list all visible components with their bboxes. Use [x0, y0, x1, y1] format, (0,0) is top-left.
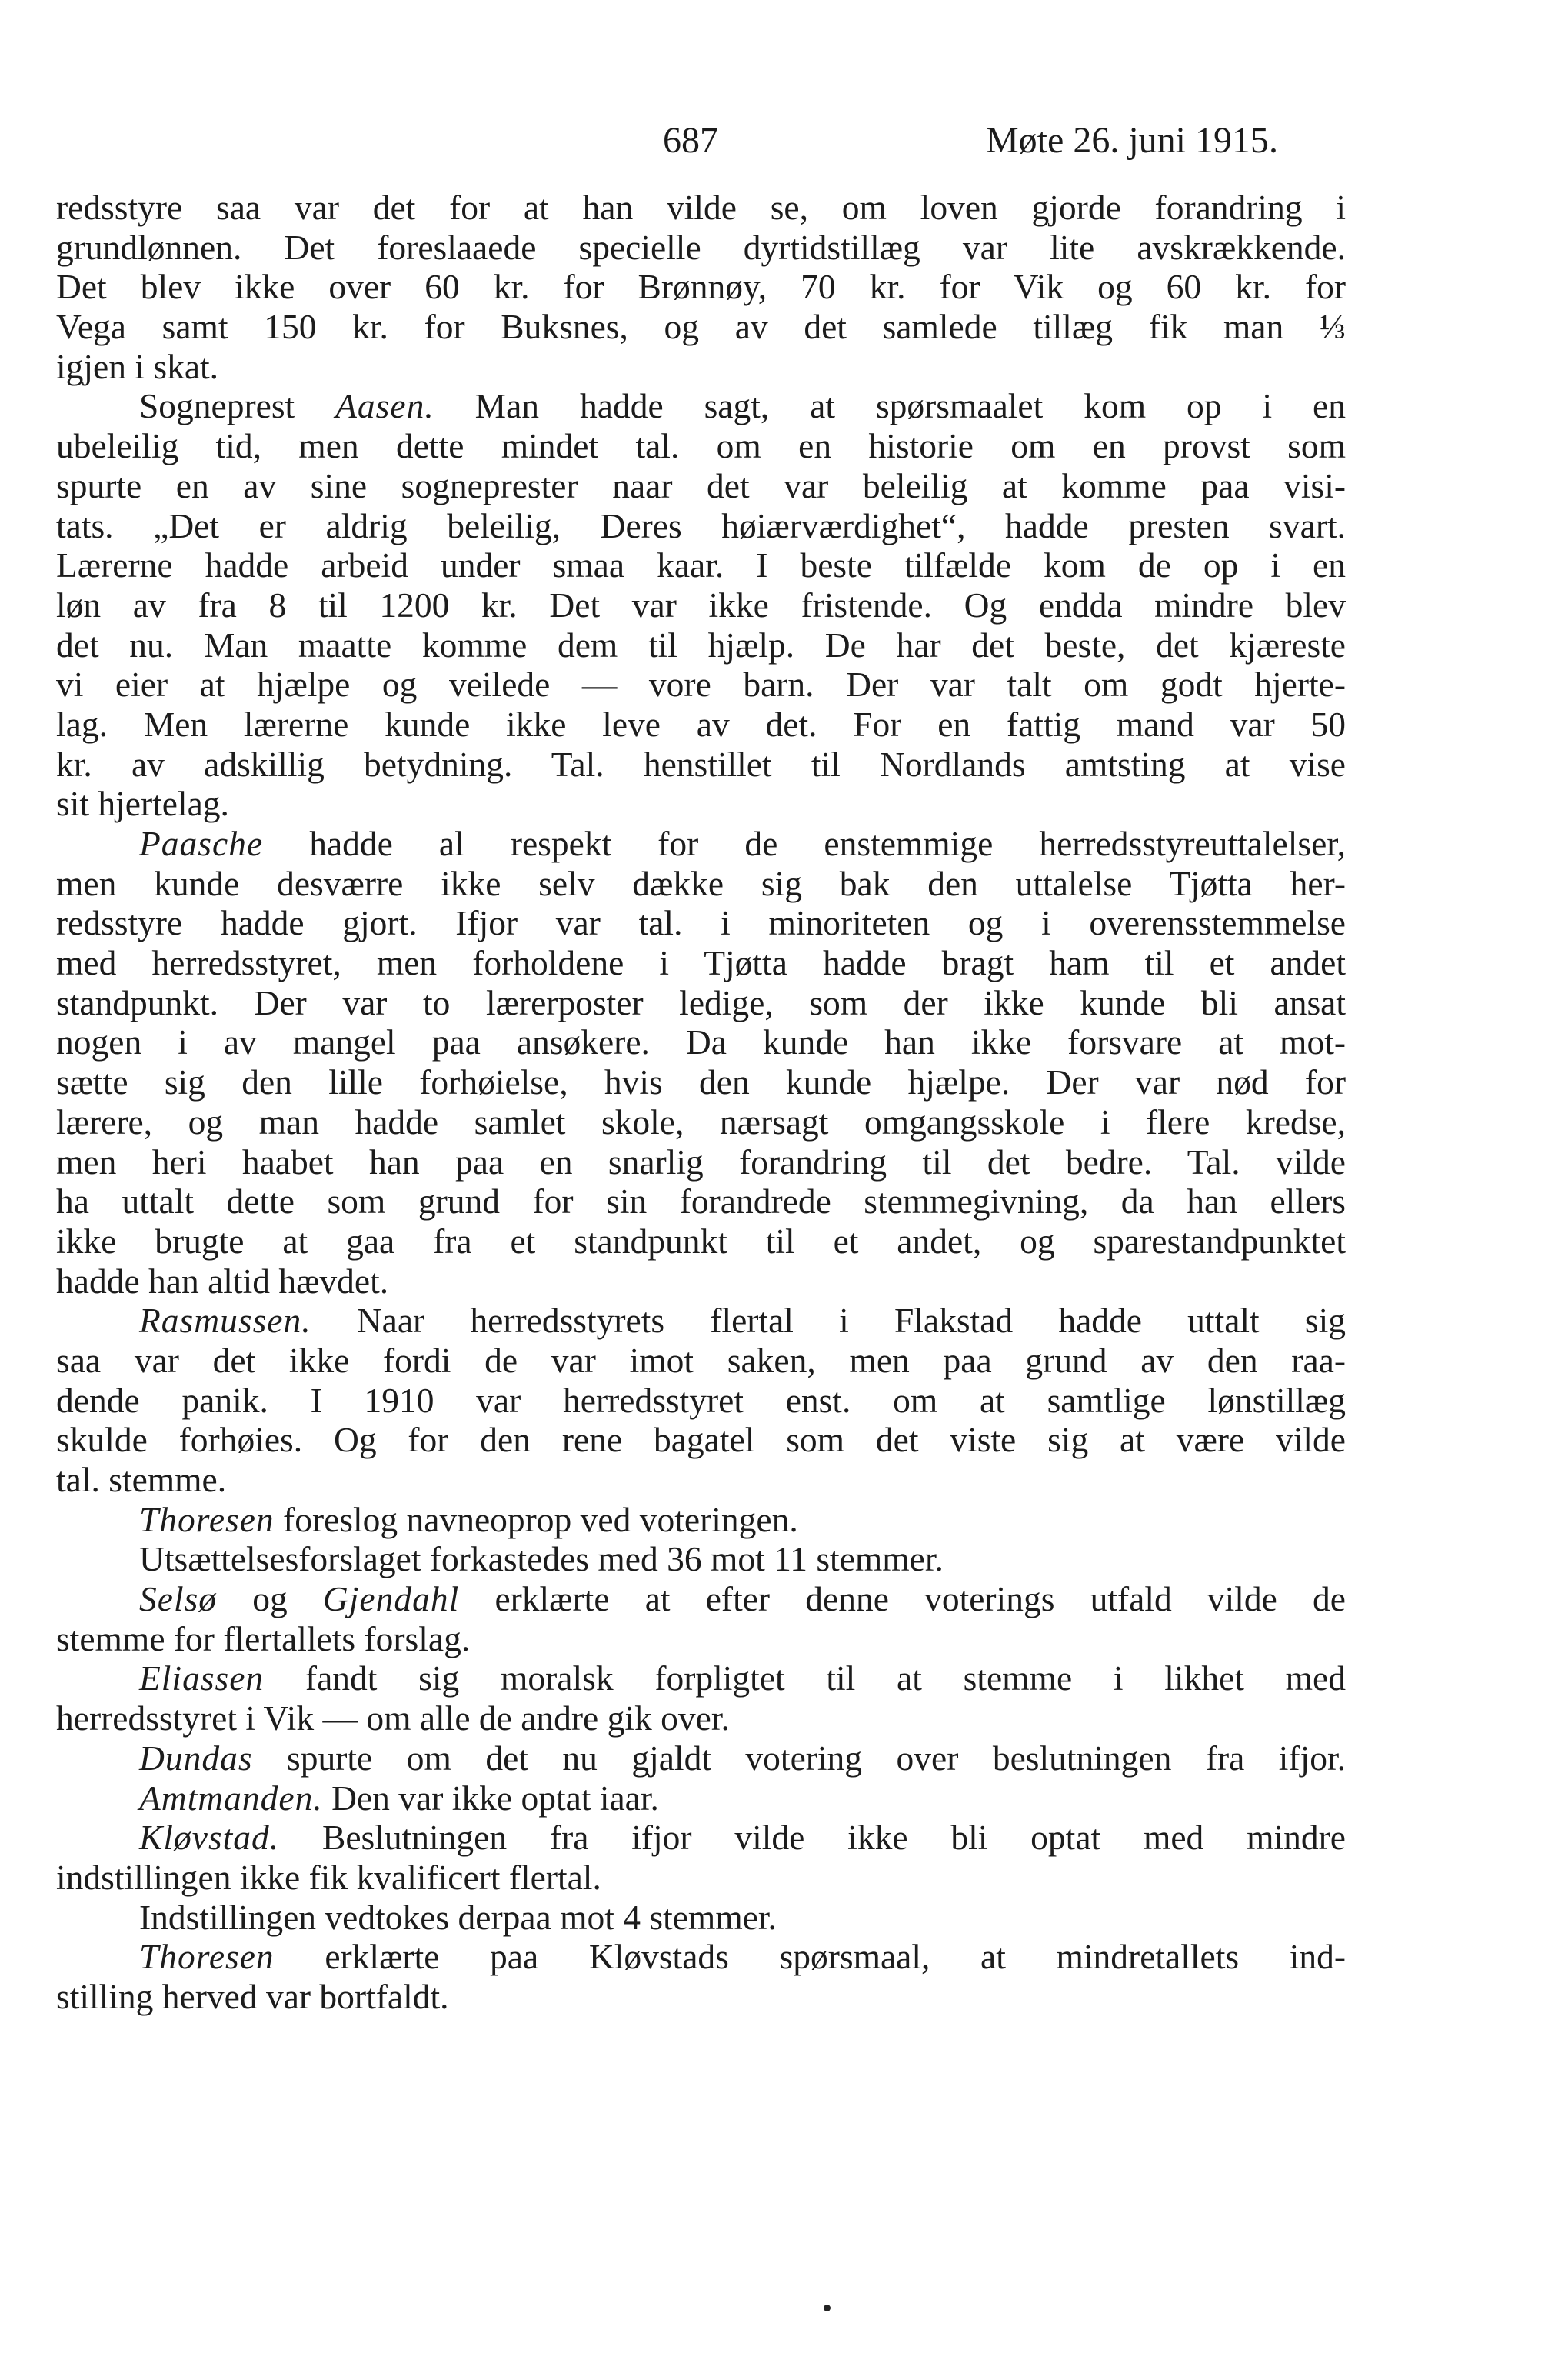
text-line	[56, 1381, 1346, 1421]
line-text: lærere, og man hadde samlet skole, nærsagt omgangsskole i flere kredse,	[56, 1102, 1346, 1142]
text-line	[56, 665, 1346, 705]
line-text: Man hadde sagt, at spørsmaalet kom op i en	[434, 386, 1346, 426]
line-text: løn av fra 8 til 1200 kr. Det var ikke fristende. Og endda mindre blev	[56, 585, 1346, 625]
text-line	[56, 903, 1346, 943]
line-text: tal. stemme.	[56, 1460, 227, 1499]
text-line	[56, 267, 1346, 307]
line-text: fandt sig moralsk forpligtet til at stemme i likhet med	[264, 1658, 1346, 1698]
line-text: det nu. Man maatte komme dem til hjælp. De har det beste, det kjæreste	[56, 625, 1346, 665]
text-line	[56, 1778, 1346, 1818]
body-text	[56, 188, 1346, 2017]
line-text: men kunde desværre ikke selv dække sig bak den uttalelse Tjøtta her-	[56, 863, 1346, 903]
speaker-name: Paasche	[139, 824, 264, 863]
line-text: hadde al respekt for de enstemmige herredsstyreuttalelser,	[263, 824, 1346, 863]
line-text: indstillingen ikke fik kvalificert flertal.	[56, 1857, 601, 1897]
speaker-name: Thoresen	[139, 1937, 275, 1977]
text-line	[56, 347, 1346, 387]
text-line	[56, 585, 1346, 625]
text-line	[56, 228, 1346, 268]
text-line	[56, 386, 1346, 426]
text-line	[56, 1301, 1346, 1341]
running-head: Møte 26. juni 1915.	[986, 120, 1278, 161]
line-text: ikke brugte at gaa fra et standpunkt til et andet, og sparestandpunktet	[56, 1221, 1346, 1261]
text-line	[56, 1062, 1346, 1102]
speaker-name: Eliassen	[139, 1658, 265, 1698]
line-text: og	[217, 1579, 323, 1619]
line-text: Naar herredsstyrets flertal i Flakstad hadde uttalt sig	[311, 1301, 1346, 1341]
line-text: ubeleilig tid, men dette mindet tal. om en historie om en provst som	[56, 426, 1346, 466]
line-text: Utsættelsesforslaget forkastedes med 36 mot 11 stemmer.	[139, 1539, 944, 1579]
page-number: 687	[663, 120, 718, 161]
line-text: Sogneprest	[139, 386, 336, 426]
text-line	[56, 1261, 1346, 1301]
text-line	[56, 705, 1346, 745]
line-text: sit hjertelag.	[56, 784, 229, 824]
text-line	[56, 983, 1346, 1023]
line-text: Indstillingen vedtokes derpaa mot 4 stemmer.	[139, 1897, 777, 1937]
text-line	[56, 1579, 1346, 1619]
line-text: standpunkt. Der var to lærerposter ledige, som der ikke kunde bli ansat	[56, 982, 1346, 1022]
line-text: redsstyre hadde gjort. Ifjor var tal. i minoriteten og i overensstemmelse	[56, 903, 1346, 943]
line-text: erklærte paa Kløvstads spørsmaal, at mindretallets ind-	[274, 1937, 1346, 1977]
line-text: skulde forhøies. Og for den rene bagatel som det viste sig at være vilde	[56, 1420, 1346, 1460]
text-line	[56, 506, 1346, 546]
text-line	[56, 784, 1346, 824]
text-line	[56, 545, 1346, 585]
text-line	[56, 1698, 1346, 1738]
line-text: saa var det ikke fordi de var imot saken, men paa grund av den raa-	[56, 1340, 1346, 1380]
text-line	[56, 1420, 1346, 1460]
text-line	[56, 1221, 1346, 1261]
page-header	[0, 114, 1568, 168]
text-line	[56, 745, 1346, 785]
line-text: spurte om det nu gjaldt votering over beslutningen fra ifjor.	[252, 1738, 1346, 1778]
line-text: lag. Men lærerne kunde ikke leve av det. For en fattig mand var 50	[56, 704, 1346, 744]
text-line	[56, 1341, 1346, 1381]
line-text: grundlønnen. Det foreslaaede specielle dyrtidstillæg var lite avskrækkende.	[56, 227, 1346, 267]
text-line	[56, 943, 1346, 983]
line-text: stilling herved var bortfaldt.	[56, 1976, 449, 2016]
line-text: Beslutningen fra ifjor vilde ikke bli optat med mindre	[279, 1818, 1346, 1858]
text-line	[56, 426, 1346, 466]
line-text: ha uttalt dette som grund for sin forandrede stemmegivning, da han ellers	[56, 1182, 1346, 1221]
speaker-name: Dundas	[139, 1738, 253, 1778]
line-text: dende panik. I 1910 var herredsstyret enst. om at samtlige lønstillæg	[56, 1380, 1346, 1420]
line-text: hadde han altid hævdet.	[56, 1261, 389, 1301]
text-line	[56, 1858, 1346, 1898]
text-line	[56, 1022, 1346, 1062]
line-text: vi eier at hjælpe og veilede — vore barn. Der var talt om godt hjerte-	[56, 665, 1346, 705]
text-line	[56, 1539, 1346, 1579]
line-text: men heri haabet han paa en snarlig forandring til det bedre. Tal. vilde	[56, 1142, 1346, 1182]
text-line	[56, 864, 1346, 904]
text-line	[56, 1182, 1346, 1221]
text-line	[56, 1500, 1346, 1540]
speaker-name: Kløvstad.	[139, 1818, 280, 1858]
line-text: sætte sig den lille forhøielse, hvis den kunde hjælpe. Der var nød for	[56, 1062, 1346, 1102]
line-text: herredsstyret i Vik — om alle de andre gik over.	[56, 1698, 730, 1738]
line-text: kr. av adskillig betydning. Tal. henstillet til Nordlands amtsting at vise	[56, 744, 1346, 784]
line-text: spurte en av sine sogneprester naar det var beleilig at komme paa visi-	[56, 465, 1346, 505]
text-line	[56, 625, 1346, 665]
text-line	[56, 307, 1346, 347]
text-line	[56, 824, 1346, 864]
line-text: Lærerne hadde arbeid under smaa kaar. I beste tilfælde kom de op i en	[56, 545, 1346, 585]
speaker-name: Aasen.	[335, 386, 434, 426]
line-text: Den var ikke optat iaar.	[322, 1778, 659, 1818]
speaker-name: Rasmussen.	[139, 1301, 311, 1341]
line-text: foreslog navneoprop ved voteringen.	[274, 1499, 798, 1539]
text-line	[56, 1460, 1346, 1500]
text-line	[56, 1658, 1346, 1698]
ink-speck	[824, 2305, 831, 2311]
line-text: nogen i av mangel paa ansøkere. Da kunde han ikke forsvare at mot-	[56, 1022, 1346, 1062]
speaker-name: Selsø	[139, 1579, 218, 1619]
line-text: Det blev ikke over 60 kr. for Brønnøy, 70 kr. for Vik og 60 kr. for	[56, 267, 1346, 307]
text-line	[56, 1738, 1346, 1778]
line-text: tats. „Det er aldrig beleilig, Deres høiærværdighet“, hadde presten svart.	[56, 505, 1346, 545]
speaker-name: Amtmanden.	[139, 1778, 323, 1818]
text-line	[56, 1142, 1346, 1182]
text-line	[56, 1977, 1346, 2017]
text-line	[56, 1102, 1346, 1142]
speaker-name: Gjendahl	[322, 1579, 460, 1619]
text-line	[56, 1898, 1346, 1938]
text-line	[56, 1818, 1346, 1858]
text-line	[56, 1937, 1346, 1977]
speaker-name: Thoresen	[139, 1499, 275, 1539]
line-text: redsstyre saa var det for at han vilde se, om loven gjorde forandring i	[56, 188, 1346, 227]
line-text: erklærte at efter denne voterings utfald vilde de	[459, 1579, 1346, 1619]
text-line	[56, 466, 1346, 506]
line-text: igjen i skat.	[56, 346, 219, 386]
text-line	[56, 188, 1346, 228]
line-text: Vega samt 150 kr. for Buksnes, og av det samlede tillæg fik man ⅓	[56, 307, 1346, 347]
line-text: med herredsstyret, men forholdene i Tjøtta hadde bragt ham til et andet	[56, 943, 1346, 983]
line-text: stemme for flertallets forslag.	[56, 1618, 471, 1658]
text-line	[56, 1619, 1346, 1659]
